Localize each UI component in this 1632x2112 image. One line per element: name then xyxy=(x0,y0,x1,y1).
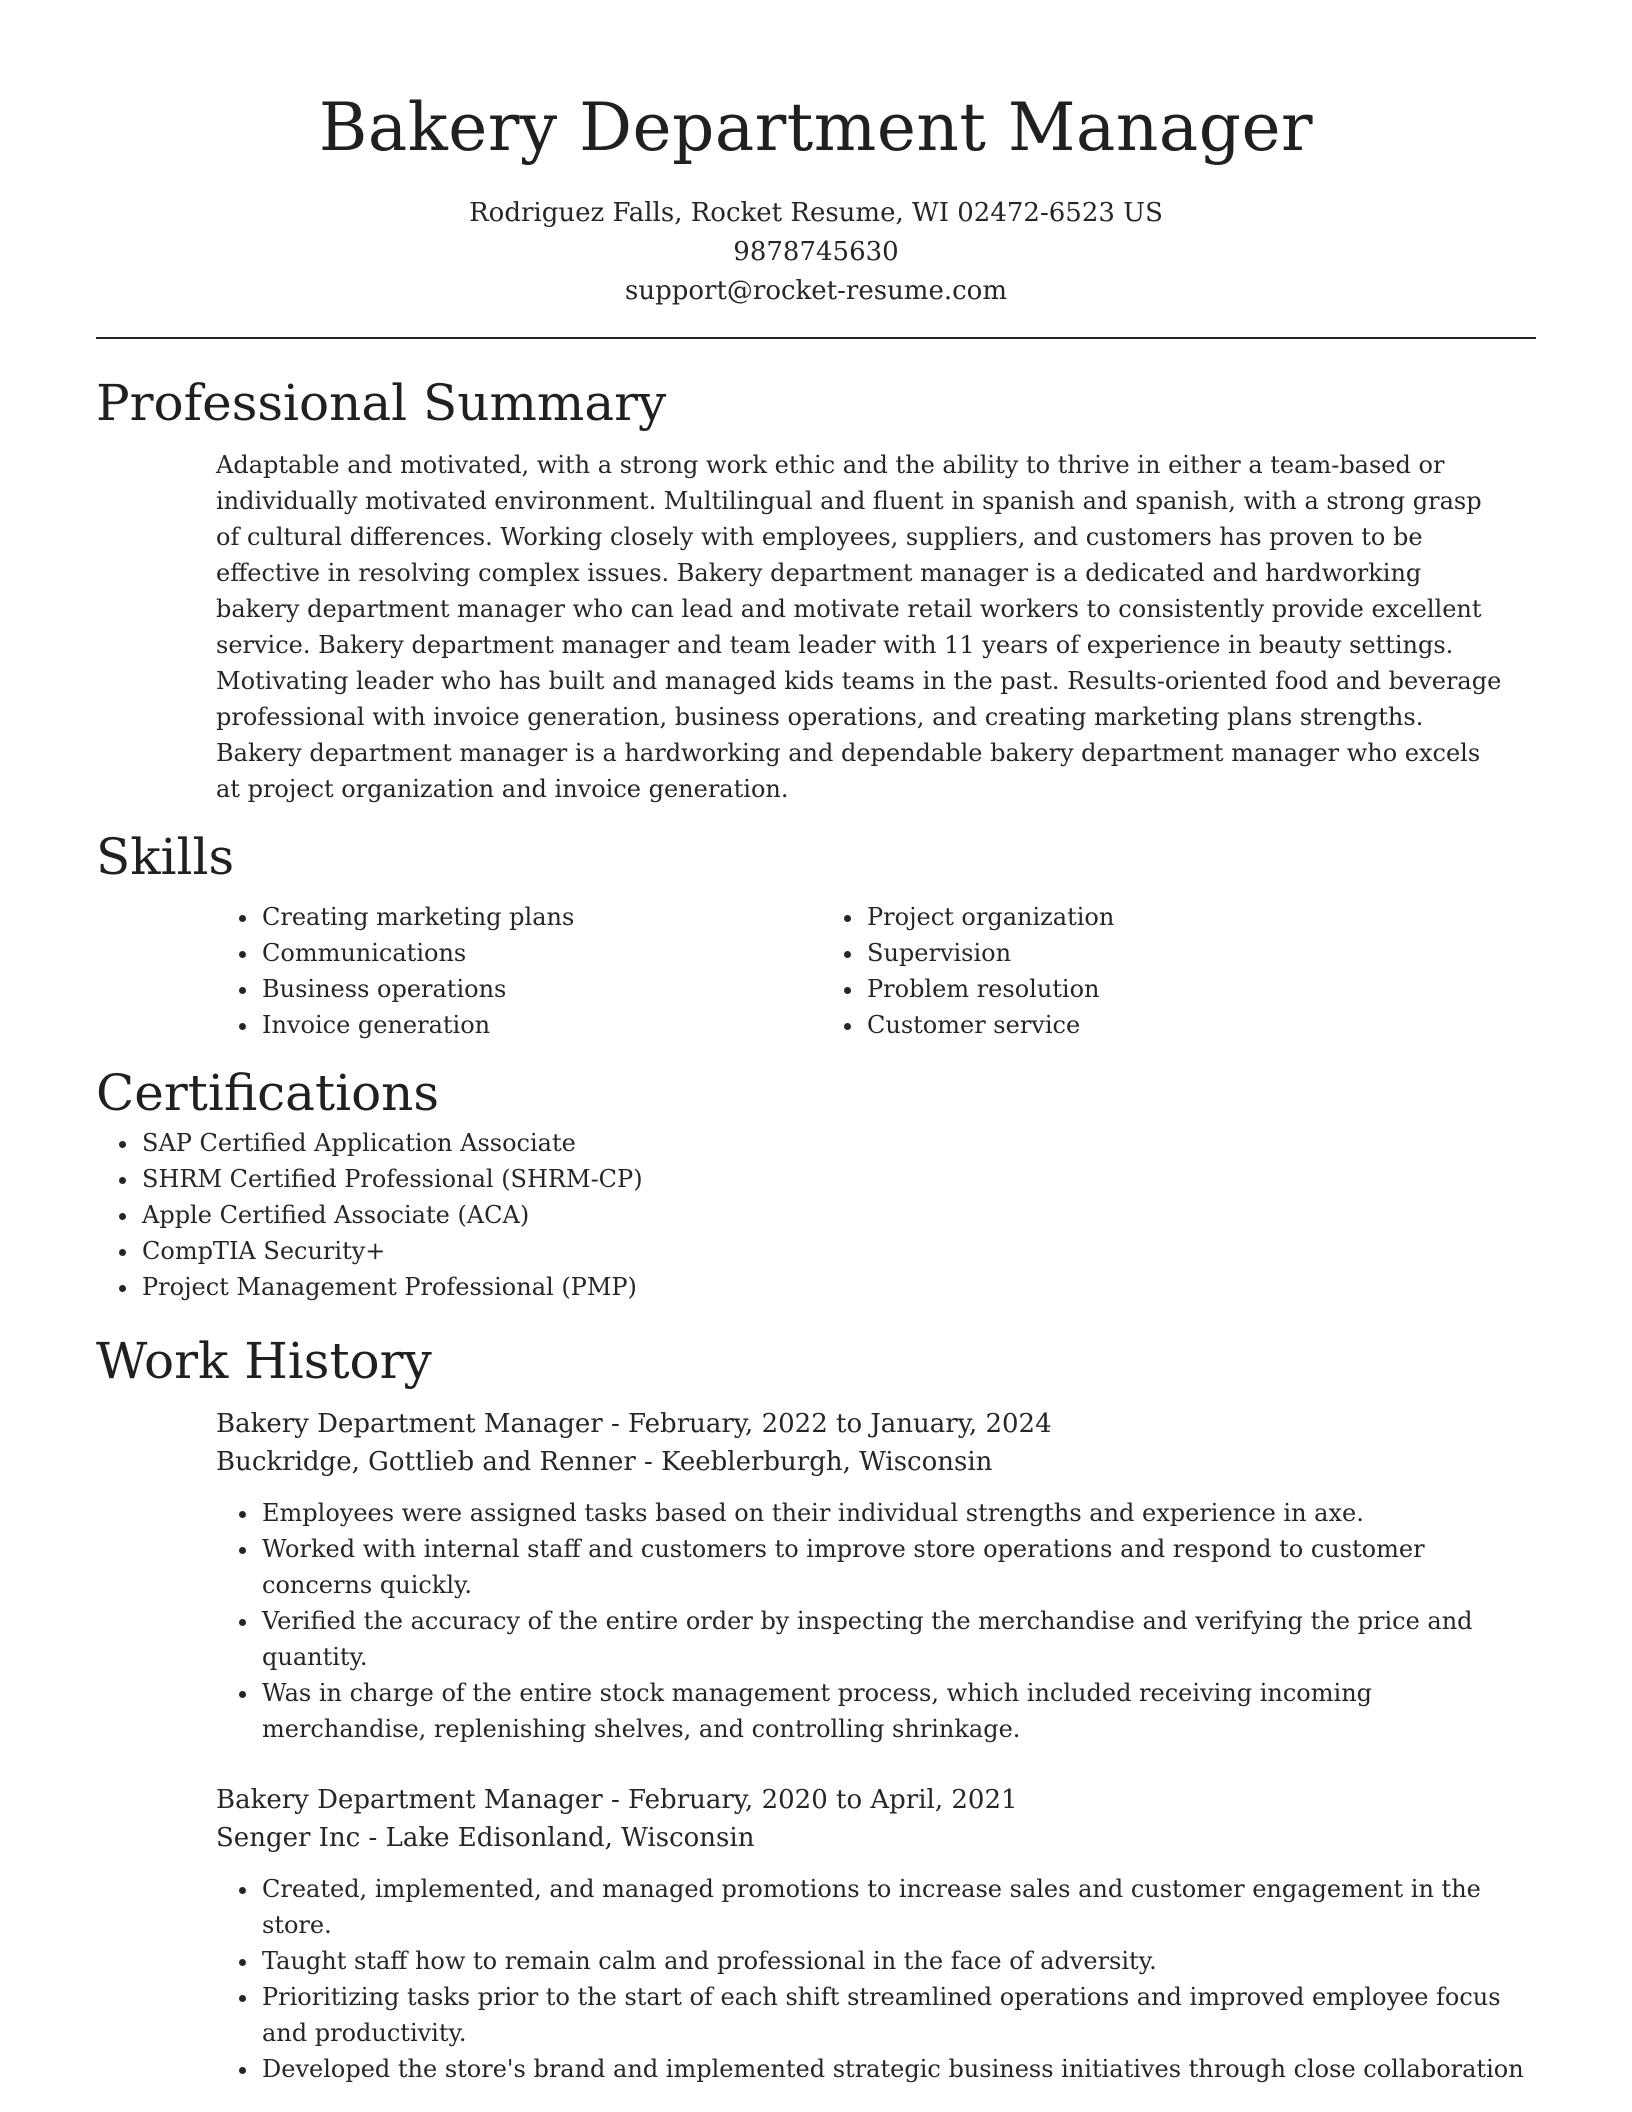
job-entry xyxy=(216,1781,1526,2087)
job-location: Keeblerburgh, Wisconsin xyxy=(661,1447,993,1477)
section-title-certifications: Certifications xyxy=(96,1064,440,1122)
job-duty: • Worked with internal staff and customers to improve store operations and respond to customer concerns quickly. xyxy=(260,1531,1526,1603)
job-duty: • Prioritizing tasks prior to the start of each shift streamlined operations and improved employee focus and productivity. xyxy=(260,1979,1526,2051)
skill-item: • Supervision xyxy=(865,935,1426,971)
contact-address: Rodriguez Falls, Rocket Resume, WI 02472-6523 US xyxy=(469,198,1163,228)
job-duty: • Was in charge of the entire stock management process, which included receiving incoming merchandise, replenishing shelves, and controlling shrinkage. xyxy=(260,1675,1526,1747)
certification-item: • SAP Certified Application Associate xyxy=(140,1125,1536,1161)
section-title-summary: Professional Summary xyxy=(96,374,667,432)
candidate-title: Bakery Department Manager xyxy=(318,89,1314,166)
contact-block xyxy=(96,194,1536,311)
skill-item: • Customer service xyxy=(865,1007,1426,1043)
contact-email: support@rocket-resume.com xyxy=(624,276,1007,306)
job-role-line: Bakery Department Manager - February, 2022 to January, 2024 xyxy=(216,1409,1052,1439)
job-role-line: Bakery Department Manager - February, 2020 to April, 2021 xyxy=(216,1785,1018,1815)
job-duties-list xyxy=(216,1871,1526,2087)
skills-columns xyxy=(216,899,1536,1043)
resume-header xyxy=(96,0,1536,311)
skills-list-right xyxy=(821,899,1426,1043)
job-entry xyxy=(216,1405,1526,1747)
certification-item: • Project Management Professional (PMP) xyxy=(140,1269,1536,1305)
job-duty: • Created, implemented, and managed promotions to increase sales and customer engagement in the store. xyxy=(260,1871,1526,1943)
job-role: Bakery Department Manager xyxy=(216,1409,603,1439)
skill-item: • Communications xyxy=(260,935,821,971)
job-company-line: Senger Inc - Lake Edisonland, Wisconsin xyxy=(216,1823,755,1853)
skill-item: • Business operations xyxy=(260,971,821,1007)
certifications-list xyxy=(96,1125,1536,1305)
section-title-skills: Skills xyxy=(96,828,235,886)
resume-page xyxy=(96,0,1536,2087)
job-company: Buckridge, Gottlieb and Renner xyxy=(216,1447,636,1477)
job-duties-list xyxy=(216,1495,1526,1747)
skill-item: • Project organization xyxy=(865,899,1426,935)
certification-item: • CompTIA Security+ xyxy=(140,1233,1536,1269)
job-company-line: Buckridge, Gottlieb and Renner - Keeblerburgh, Wisconsin xyxy=(216,1447,993,1477)
skill-item: • Invoice generation xyxy=(260,1007,821,1043)
contact-phone: 9878745630 xyxy=(733,237,899,267)
section-title-work-history: Work History xyxy=(96,1332,432,1390)
job-duty: • Verified the accuracy of the entire order by inspecting the merchandise and verifying the price and quantity. xyxy=(260,1603,1526,1675)
job-role: Bakery Department Manager xyxy=(216,1785,603,1815)
certification-item: • Apple Certified Associate (ACA) xyxy=(140,1197,1536,1233)
job-duty: • Employees were assigned tasks based on their individual strengths and experience in axe. xyxy=(260,1495,1526,1531)
skills-list-left xyxy=(216,899,821,1043)
job-dates: February, 2020 to April, 2021 xyxy=(628,1785,1018,1815)
header-divider xyxy=(96,337,1536,339)
job-location: Lake Edisonland, Wisconsin xyxy=(385,1823,755,1853)
job-company: Senger Inc xyxy=(216,1823,361,1853)
skill-item: • Problem resolution xyxy=(865,971,1426,1007)
summary-text: Adaptable and motivated, with a strong work ethic and the ability to thrive in either a team-based or individually motivated environment. Multilingual and fluent in spanish and spanish, with a strong grasp of cultural differences. Working closely with employees, suppliers, and customers has proven to be effective in resolving complex issues. Bakery department manager is a dedicated and hardworking bakery department manager who can lead and motivate retail workers to consistently provide excellent service. Bakery department manager and team leader with 11 years of experience in beauty settings. Motivating leader who has built and managed kids teams in the past. Results-oriented food and beverage professional with invoice generation, business operations, and creating marketing plans strengths. Bakery department manager is a hardworking and dependable bakery department manager who excels at project organization and invoice generation. xyxy=(216,451,1502,803)
skill-item: • Creating marketing plans xyxy=(260,899,821,935)
job-duty: • Taught staff how to remain calm and professional in the face of adversity. xyxy=(260,1943,1526,1979)
job-duty: • Developed the store's brand and implemented strategic business initiatives through close collaboration xyxy=(260,2051,1526,2087)
certification-item: • SHRM Certified Professional (SHRM-CP) xyxy=(140,1161,1536,1197)
job-dates: February, 2022 to January, 2024 xyxy=(628,1409,1052,1439)
